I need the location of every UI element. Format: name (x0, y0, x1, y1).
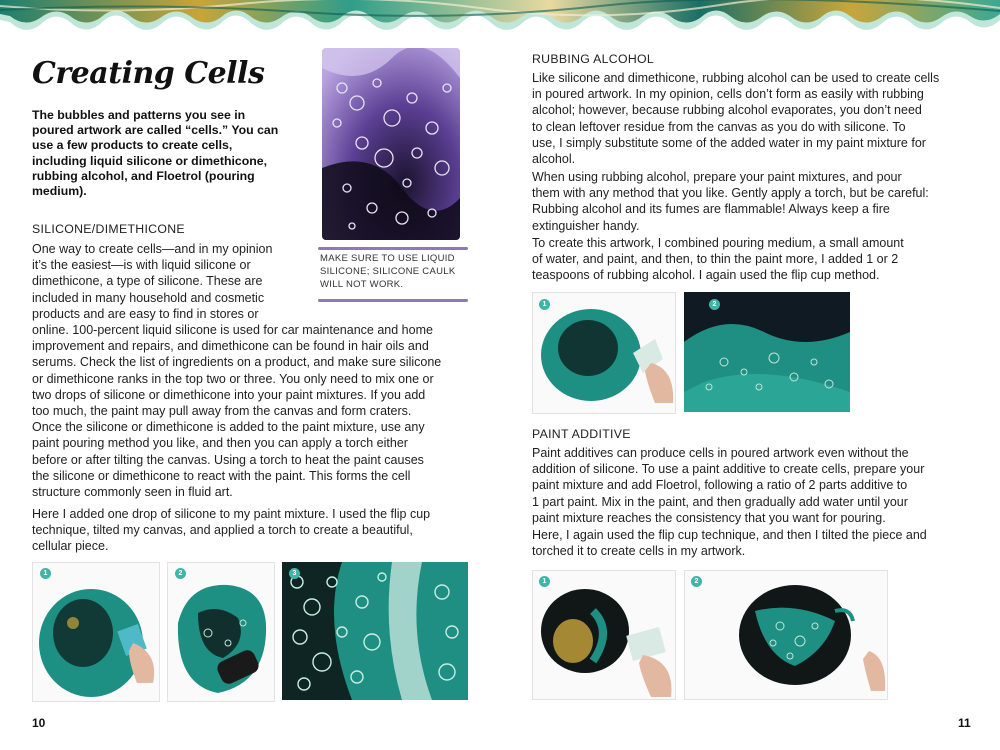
text-line: structure commonly seen in fluid art. (32, 485, 233, 500)
silicone-step-3-photo (282, 562, 468, 700)
purple-cells-photo (322, 48, 460, 240)
text-line: extinguisher handy. (532, 218, 640, 233)
text-line: dimethicone, a type of silicone. These are (32, 274, 263, 289)
text-line: Like silicone and dimethicone, rubbing alcohol can be used to create cells (532, 71, 940, 85)
text-line: before or after tilting the canvas. Using a torch to heat the paint causes (32, 452, 424, 467)
page-number-left: 10 (32, 716, 46, 730)
silicone-heading: SILICONE/DIMETHICONE (32, 222, 185, 236)
text-line: the silicone or dimethicone to react with the paint. This forms the cell (32, 468, 411, 483)
alcohol-heading: RUBBING ALCOHOL (532, 52, 655, 66)
step-badge: 1 (40, 568, 51, 579)
text-line: Here, I again used the flip cup technique, and then I tilted the piece and (532, 528, 927, 542)
text-line: technique, tilted my canvas, and applied a torch to create a beautiful, (32, 523, 413, 538)
step-badge: 3 (289, 568, 300, 579)
intro-paragraph: The bubbles and patterns you see in poured artwork are called “cells.” You can use a few products to create cells, including liquid silicone or dimethicone, rubbing alcohol, and Floetrol (pouring medium). (32, 108, 279, 199)
text-line: alcohol. (532, 152, 576, 167)
additive-step-1-photo (532, 570, 676, 700)
text-line: paint pouring method you like, and then you can apply a torch either (32, 436, 408, 451)
additive-paragraph-1 (532, 445, 972, 526)
page-title: Creating Cells (32, 56, 265, 91)
text-line: Here I added one drop of silicone to my paint mixture. I used the flip cup (32, 507, 431, 521)
photo-caption: MAKE SURE TO USE LIQUID SILICONE; SILICONE CAULK WILL NOT WORK. (320, 253, 456, 290)
alcohol-step-2-photo (684, 292, 850, 412)
text-line: When using rubbing alcohol, prepare your paint mixtures, and pour (532, 170, 902, 184)
additive-step-2-photo (684, 570, 888, 700)
text-line: paint mixture and add Floetrol, following a ratio of 2 parts additive to (532, 478, 908, 493)
text-line: cellular piece. (32, 539, 109, 554)
step-badge: 2 (175, 568, 186, 579)
text-line: To create this artwork, I combined pouring medium, a small amount (532, 236, 904, 250)
step-badge: 2 (691, 576, 702, 587)
alcohol-paragraph-2 (532, 169, 972, 234)
text-line: online. 100-percent liquid silicone is used for car maintenance and home (32, 323, 433, 338)
text-line: to clean leftover residue from the canvas as you do with silicone. To (532, 119, 906, 134)
text-line: One way to create cells—and in my opinion (32, 242, 273, 256)
text-line: improvement and repairs, and dimethicone can be found in hair oils and (32, 339, 429, 354)
text-line: use, I simply substitute some of the added water in my paint mixture for (532, 135, 926, 150)
text-line: them with any method that you like. Gently apply a torch, but be careful: (532, 186, 929, 201)
step-badge: 1 (539, 576, 550, 587)
page-number-right: 11 (958, 716, 971, 730)
alcohol-step-1-photo (532, 292, 676, 414)
text-line: serums. Check the list of ingredients on a product, and make sure silicone (32, 355, 442, 370)
silicone-step-2-photo (167, 562, 275, 702)
text-line: two drops of silicone or dimethicone into your paint mixtures. If you add (32, 387, 426, 402)
text-line: addition of silicone. To use a paint additive to create cells, prepare your (532, 462, 925, 477)
text-line: of water, and paint, and then, to thin the paint more, I added 1 or 2 (532, 252, 899, 267)
silicone-example-text (32, 506, 472, 555)
text-line: it’s the easiest—is with liquid silicone or (32, 258, 251, 273)
text-line: torched it to create cells in my artwork. (532, 544, 746, 559)
marbled-top-banner (0, 0, 1000, 40)
text-line: alcohol; however, because rubbing alcohol evaporates, you don’t need (532, 103, 922, 118)
additive-heading: PAINT ADDITIVE (532, 427, 631, 441)
alcohol-paragraph-3 (532, 235, 972, 284)
text-line: products and are easy to find in stores or (32, 306, 259, 321)
text-line: too much, the paint may pull away from the canvas and form craters. (32, 404, 412, 419)
silicone-body (32, 241, 472, 500)
text-line: paint mixture reaches the consistency that you want for pouring. (532, 510, 886, 525)
step-badge: 2 (709, 299, 720, 310)
step-badge: 1 (539, 299, 550, 310)
alcohol-paragraph-1 (532, 70, 972, 167)
text-line: Paint additives can produce cells in poured artwork even without the (532, 446, 909, 460)
text-line: Once the silicone or dimethicone is added to the paint mixture, use any (32, 420, 425, 435)
text-line: 1 part paint. Mix in the paint, and then gradually add water until your (532, 494, 908, 509)
text-line: Rubbing alcohol and its fumes are flammable! Always keep a fire (532, 202, 890, 217)
text-line: included in many household and cosmetic (32, 290, 265, 305)
silicone-step-1-photo (32, 562, 160, 702)
text-line: in poured artwork. In my opinion, cells don’t form as easily with rubbing (532, 87, 924, 102)
text-line: teaspoons of rubbing alcohol. I again used the flip cup method. (532, 268, 880, 283)
additive-paragraph-2 (532, 527, 972, 559)
text-line: or dimethicone ranks in the top two or three. You only need to mix one or (32, 371, 434, 386)
